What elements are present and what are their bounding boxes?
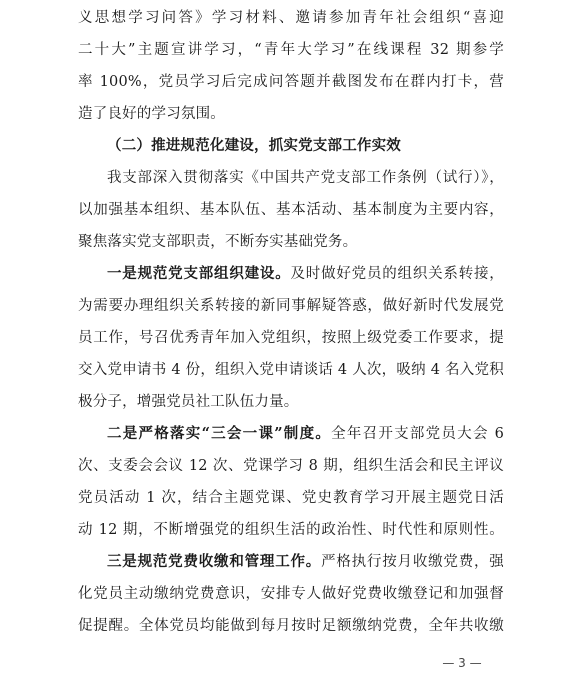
body-line: 极分子，增强党员社工队伍力量。 — [78, 394, 299, 410]
paragraph-lead: 一是规范党支部组织建设。 — [107, 265, 291, 282]
paragraph-first-line — [78, 546, 504, 578]
paragraph-first-line — [78, 418, 504, 450]
body-line: 义思想学习问答》学习材料、邀请参加青年社会组织“喜迎 — [78, 10, 504, 26]
body-line: 二十大”主题宣讲学习，“青年大学习”在线课程 32 期参学 — [78, 42, 504, 58]
body-line: 以加强基本组织、基本队伍、基本活动、基本制度为主要内容， — [78, 202, 504, 218]
body-line: 率 100%，党员学习后完成问答题并截图发布在群内打卡，营 — [78, 74, 504, 90]
body-text: 全年召开支部党员大会 6 — [331, 426, 504, 442]
section-heading: （二）推进规范化建设，抓实党支部工作实效 — [107, 137, 401, 154]
body-line: 聚焦落实党支部职责，不断夯实基础党务。 — [78, 234, 358, 250]
paragraph-lead: 三是规范党费收缴和管理工作。 — [107, 553, 322, 570]
body-line: 化党员主动缴纳党费意识，安排专人做好党费收缴登记和加强督 — [78, 586, 504, 602]
page-number: — 3 — — [442, 656, 482, 670]
paragraph-first-line — [78, 258, 504, 290]
body-line: 我支部深入贯彻落实《中国共产党支部工作条例（试行）》， — [107, 170, 504, 186]
body-line: 党员活动 1 次，结合主题党课、党史教育学习开展主题党日活 — [78, 490, 504, 506]
body-line: 促提醒。全体党员均能做到每月按时足额缴纳党费，全年共收缴 — [78, 618, 504, 634]
body-line: 动 12 期，不断增强党的组织生活的政治性、时代性和原则性。 — [78, 522, 504, 538]
body-line: 次、支委会会议 12 次、党课学习 8 期，组织生活会和民主评议 — [78, 458, 504, 474]
page-body — [78, 2, 504, 642]
body-text: 严格执行按月收缴党费，强 — [321, 554, 504, 570]
body-line: 造了良好的学习氛围。 — [78, 106, 225, 122]
body-line: 员工作，号召优秀青年加入党组织，按照上级党委工作要求，提 — [78, 330, 504, 346]
body-line: 为需要办理组织关系转接的新同事解疑答惑，做好新时代发展党 — [78, 298, 504, 314]
body-text: 及时做好党员的组织关系转接， — [290, 266, 504, 282]
body-line: 交入党申请书 4 份，组织入党申请谈话 4 人次，吸纳 4 名入党积 — [78, 362, 504, 378]
paragraph-lead: 二是严格落实“三会一课”制度。 — [107, 425, 332, 442]
